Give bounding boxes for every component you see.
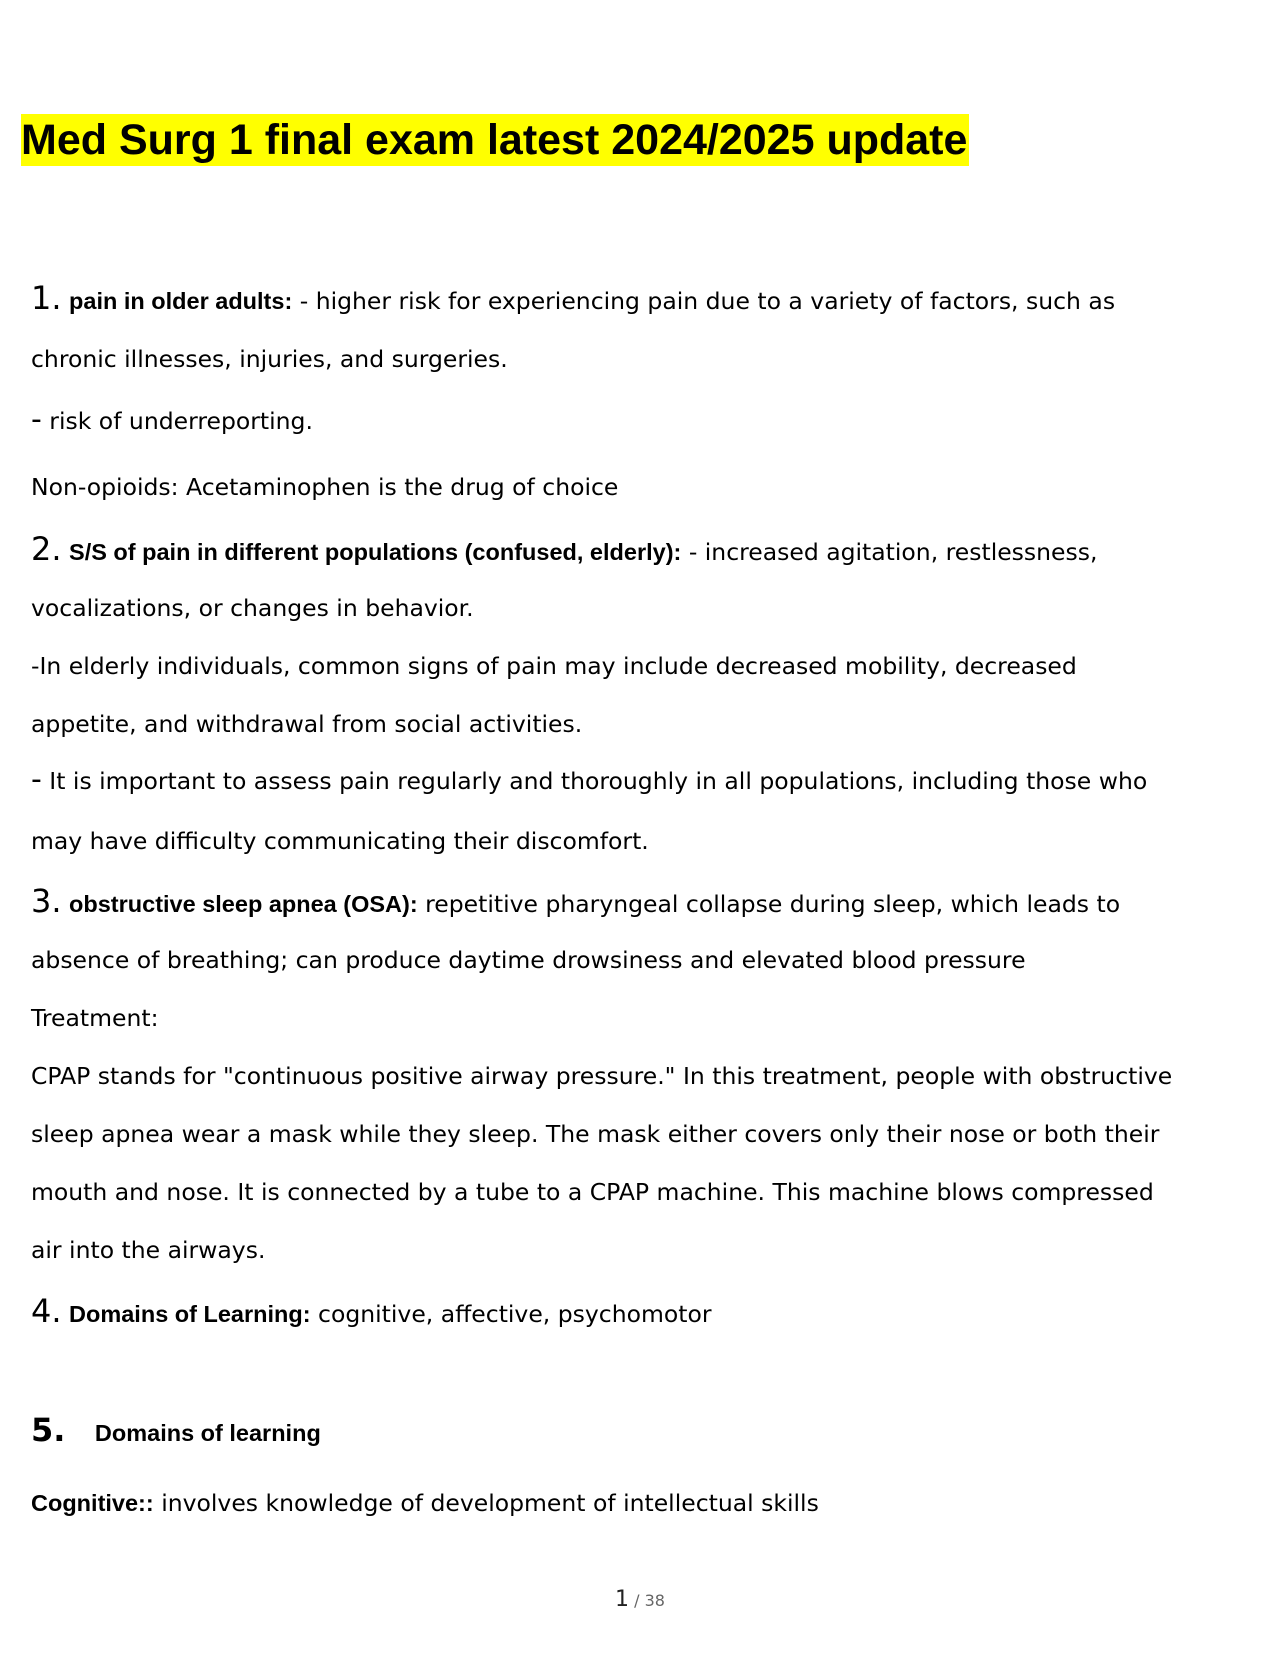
- item-3-heading: [31, 882, 1121, 920]
- item-3-line-4: CPAP stands for "continuous positive airway pressure." In this treatment, people with obstructive: [31, 1062, 1173, 1090]
- item-term: Domains of Learning:: [69, 1301, 311, 1327]
- item-2-line-2: vocalizations, or changes in behavior.: [31, 594, 474, 622]
- subitem-text: involves knowledge of development of intellectual skills: [153, 1489, 819, 1517]
- item-2-line-4: appetite, and withdrawal from social activities.: [31, 710, 583, 738]
- item-3-line-6: mouth and nose. It is connected by a tube to a CPAP machine. This machine blows compressed: [31, 1178, 1154, 1206]
- item-text: cognitive, affective, psychomotor: [310, 1300, 712, 1328]
- item-5-subitem: [31, 1488, 819, 1518]
- item-1-line-4: Non-opioids: Acetaminophen is the drug of choice: [31, 473, 619, 501]
- document-title: Med Surg 1 final exam latest 2024/2025 update: [21, 116, 968, 164]
- item-number: 2.: [31, 530, 62, 568]
- bullet-text: risk of underreporting.: [41, 407, 313, 435]
- item-1-line-2: chronic illnesses, injuries, and surgeries.: [31, 345, 508, 373]
- item-1-bullet: [31, 402, 313, 437]
- item-term: Domains of learning: [94, 1420, 321, 1446]
- item-2-bullet: [31, 762, 1148, 797]
- item-3-line-3: Treatment:: [31, 1004, 159, 1032]
- item-number: 5.: [31, 1411, 66, 1449]
- item-text: - higher risk for experiencing pain due to a variety of factors, such as: [292, 287, 1116, 315]
- item-3-line-5: sleep apnea wear a mask while they sleep. The mask either covers only their nose or both their: [31, 1120, 1160, 1148]
- bullet-dash: -: [31, 402, 42, 437]
- item-term: obstructive sleep apnea (OSA):: [69, 891, 418, 917]
- item-2-line-6: may have difficulty communicating their discomfort.: [31, 827, 649, 855]
- item-number: 3.: [31, 882, 62, 920]
- item-4-heading: [31, 1292, 712, 1330]
- page-separator: /: [629, 1591, 645, 1610]
- item-1-heading: [31, 279, 1116, 317]
- page-indicator: [0, 1587, 1280, 1612]
- item-number: 4.: [31, 1292, 62, 1330]
- bullet-text: It is important to assess pain regularly and thoroughly in all populations, including those who: [41, 767, 1148, 795]
- item-text: - increased agitation, restlessness,: [681, 538, 1098, 566]
- item-2-line-3: -In elderly individuals, common signs of pain may include decreased mobility, decreased: [31, 652, 1077, 680]
- current-page-number: 1: [615, 1587, 630, 1612]
- item-2-heading: [31, 530, 1098, 568]
- item-5-heading: [31, 1411, 321, 1449]
- item-number: 1.: [31, 279, 62, 317]
- total-pages: 38: [644, 1591, 665, 1610]
- item-3-line-7: air into the airways.: [31, 1236, 266, 1264]
- item-text: repetitive pharyngeal collapse during sleep, which leads to: [417, 890, 1121, 918]
- item-3-line-2: absence of breathing; can produce daytime drowsiness and elevated blood pressure: [31, 946, 1026, 974]
- subitem-term: Cognitive::: [31, 1490, 154, 1516]
- item-term: pain in older adults:: [69, 288, 293, 314]
- item-term: S/S of pain in different populations (confused, elderly):: [69, 539, 682, 565]
- bullet-dash: -: [31, 762, 42, 797]
